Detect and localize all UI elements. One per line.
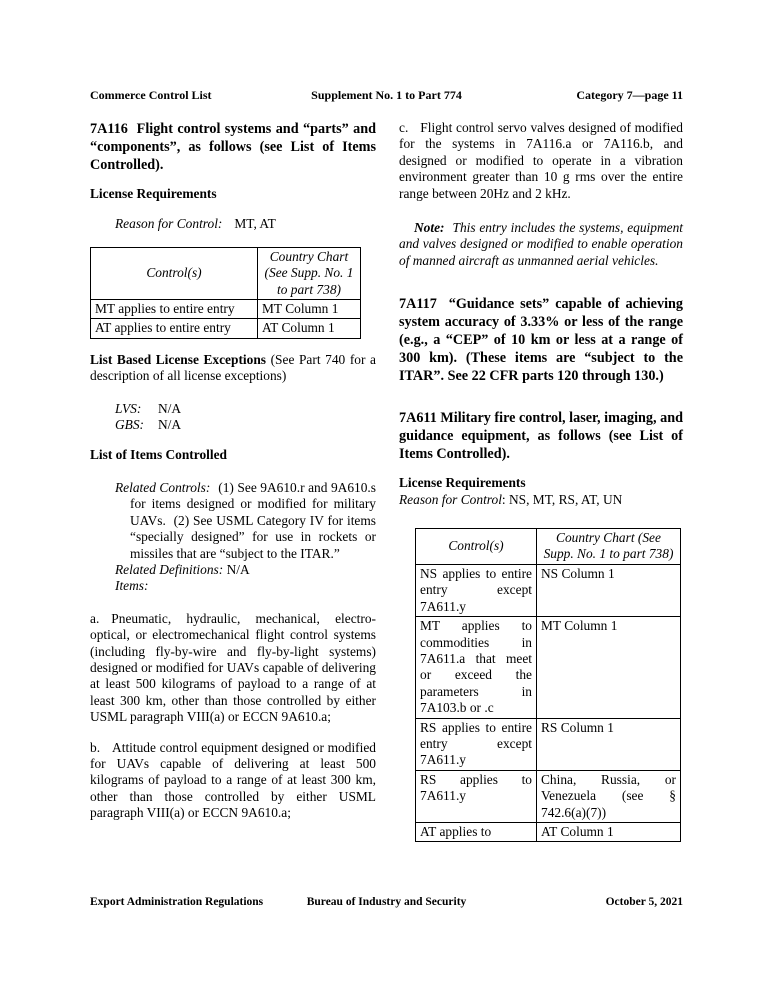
note-paragraph [399,220,683,269]
table-row [91,319,361,338]
item-b-label: b. [90,739,101,755]
table-cell: China, Russia, or Venezuela (see § 742.6(a)(7)) [537,770,681,822]
reason-for-control-label: Reason for Control: [115,216,223,232]
eccn-7a117-heading: 7A117 “Guidance sets” capable of achieving system accuracy of 3.33% or less of the range (e.g., a “CEP” of 10 km or less at a range of 300 km). (These items are “subject to the ITAR”. See 22 CFR parts 120 through 130.) [399,296,683,385]
item-b-text: Attitude control equipment designed or modified for UAVs capable of delivering at least 500 kilograms of payload to a range of at least 300 km, other than those controlled by either USML paragraph VIII(a) or ECCN 9A610.a; [90,739,376,821]
table-cell: RS Column 1 [537,718,681,770]
related-controls-label: Related Controls: [115,479,211,495]
table-header-controls: Control(s) [91,247,258,299]
table-cell: MT applies to commodities in 7A611.a that meet or exceed the parameters in 7A103.b or .c [416,617,537,718]
table-cell: RS applies to 7A611.y [416,770,537,822]
header-supplement: Supplement No. 1 to Part 774 [311,88,462,102]
item-paragraph-c [399,120,683,202]
license-requirements-heading: License Requirements [90,186,217,201]
footer-regulations: Export Administration Regulations [90,896,264,908]
header-doc-title: Commerce Control List [90,88,212,102]
footer-bureau: Bureau of Industry and Security [306,896,467,908]
related-definitions-value: N/A [226,561,250,577]
table-row [91,300,361,319]
table-cell: AT applies to [416,822,537,841]
table-row [416,564,681,616]
control-country-chart-table-7a116 [90,247,361,339]
related-controls-text: (1) See 9A610.r and 9A610.s for items designed or modified for military UAVs. (2) See USML Category IV for items “specially designed” for use in rockets or missiles that are “subject to the ITAR.” [130,479,376,561]
gbs-value: N/A [158,417,182,433]
reason-for-control-line [90,216,376,232]
table-row [416,718,681,770]
table-cell: MT Column 1 [537,617,681,718]
lvs-line [90,401,376,417]
header-category-page: Category 7—page 11 [576,88,684,102]
table-header-controls: Control(s) [416,529,537,565]
page-footer [90,895,683,909]
reason-for-control-line-2 [399,492,683,508]
left-column [90,120,376,822]
note-label: Note: [414,220,445,236]
table-row [416,822,681,841]
table-header-country-chart: Country Chart (See Supp. No. 1 to part 738) [258,247,361,299]
list-of-items-controlled-heading: List of Items Controlled [90,447,227,463]
page-header [90,88,683,102]
list-based-license-exceptions [90,352,376,385]
table-cell: RS applies to entire entry except 7A611.y [416,718,537,770]
lbe-heading: List Based License Exceptions [90,351,266,367]
eccn-7a611-heading: 7A611 Military fire control, laser, imaging, and guidance equipment, as follows (see List of Items Controlled). [399,410,683,463]
item-paragraph-a [90,611,376,726]
table-cell: MT Column 1 [258,300,361,319]
item-c-text: Flight control servo valves designed of modified for the systems in 7A116.a or 7A116.b, and designed or modified to operate in a vibration environment greater than 10 g rms over the entire range between 20Hz and 2 kHz. [399,120,683,201]
table-cell: AT Column 1 [537,822,681,841]
items-label: Items: [115,578,149,594]
table-cell: NS Column 1 [537,564,681,616]
table-header-country-chart: Country Chart (See Supp. No. 1 to part 738) [537,529,681,565]
reason-for-control-value-2: : NS, MT, RS, AT, UN [501,491,623,507]
reason-for-control-value: MT, AT [234,216,276,232]
table-cell: NS applies to entire entry except 7A611.y [416,564,537,616]
lbe-rest: (See Part 740 for a description of all license exceptions) [90,351,376,384]
item-a-label: a. [90,610,100,626]
item-c-label: c. [399,120,409,135]
control-country-chart-table-7a611 [415,528,681,842]
lvs-value: N/A [158,400,182,416]
footer-date: October 5, 2021 [605,896,684,908]
table-cell: AT applies to entire entry [91,319,258,338]
table-row [416,617,681,718]
item-a-text: Pneumatic, hydraulic, mechanical, electro-optical, or electromechanical flight control systems (including fly-by-wire and fly-by-light systems) designed or modified for UAVs capable of delivering at least 500 kilograms of payload to a range of at least 300 km, other than those controlled by either USML paragraph VIII(a) or ECCN 9A610.a; [90,610,376,725]
related-definitions-label: Related Definitions: [115,561,224,577]
note-text: This entry includes the systems, equipment and valves designed or modified to enable operation of manned aircraft as unmanned aerial vehicles. [399,220,683,268]
table-row [416,770,681,822]
table-header-row [416,529,681,565]
license-requirements-heading-2: License Requirements [399,475,526,491]
gbs-label: GBS: [115,417,145,433]
related-definitions-line [90,562,376,578]
table-cell: AT Column 1 [258,319,361,338]
eccn-7a116-heading: 7A116 Flight control systems and “parts” and “components”, as follows (see List of Items Controlled). [90,121,376,173]
lvs-label: LVS: [115,400,142,416]
table-cell: MT applies to entire entry [91,300,258,319]
right-column [399,120,683,842]
related-controls-paragraph [90,480,376,562]
reason-for-control-label-2: Reason for Control [399,491,502,507]
gbs-line [90,417,376,433]
item-paragraph-b [90,740,376,822]
table-header-row [91,247,361,299]
